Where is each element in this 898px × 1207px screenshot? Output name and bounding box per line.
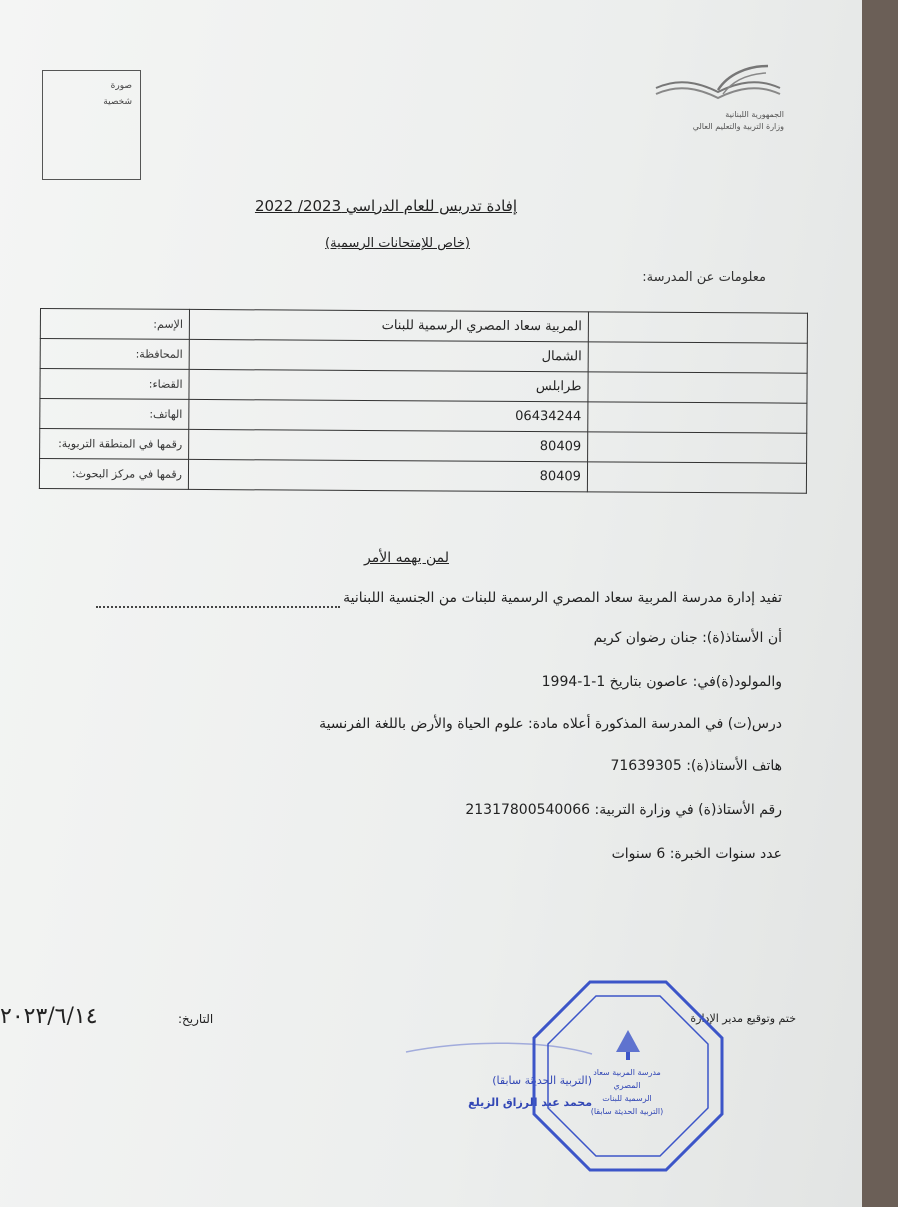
- official-school-stamp: [530, 978, 726, 1174]
- photo-placeholder-box: [42, 70, 141, 180]
- table-row: [40, 369, 807, 404]
- body-line-ministry-number: رقم الأستاذ(ة) في وزارة التربية: 21317800540066: [465, 802, 782, 818]
- school-name-label: الإسم:: [40, 309, 189, 340]
- stamp-center-text: [582, 1066, 672, 1118]
- phone-value: 06434244: [189, 399, 588, 431]
- logo-republic-text: الجمهورية اللبنانية: [725, 110, 784, 119]
- district-value: طرابلس: [189, 369, 588, 401]
- stamp-line: (التربية الحديثة سابقا): [590, 1107, 664, 1116]
- governorate-label: المحافظة:: [40, 339, 189, 370]
- document-subtitle: (خاص للإمتحانات الرسمية): [325, 236, 470, 251]
- stamp2-line2: محمد عبد الرزاق الزيلع: [468, 1096, 592, 1109]
- handwritten-date: ٢٠٢٣/٦/١٤: [0, 1004, 98, 1029]
- governorate-value: الشمال: [189, 339, 588, 371]
- document-title: إفادة تدريس للعام الدراسي 2023/ 2022: [254, 197, 517, 215]
- empty-cell: [588, 342, 807, 373]
- table-row: [39, 459, 806, 494]
- education-zone-number-label: رقمها في المنطقة التربوية:: [40, 429, 189, 460]
- school-info-heading: معلومات عن المدرسة:: [642, 270, 766, 285]
- research-center-number-value: 80409: [188, 459, 587, 491]
- school-name-value: المربية سعاد المصري الرسمية للبنات: [189, 309, 588, 341]
- empty-cell: [588, 432, 807, 463]
- body-line-experience: عدد سنوات الخبرة: 6 سنوات: [611, 846, 782, 862]
- phone-label: الهاتف:: [40, 399, 189, 430]
- photo-label-line2: شخصية: [103, 97, 132, 107]
- table-row: [40, 399, 807, 434]
- stamp-line: مدرسة المربية سعاد المصري: [593, 1068, 661, 1090]
- open-book-logo-icon: [648, 60, 788, 110]
- to-whom-heading: لمن يهمه الأمر: [364, 550, 449, 566]
- body-line-birth: والمولود(ة)في: عاصون بتاريخ 1-1-1994: [541, 674, 782, 690]
- school-info-table: [39, 308, 808, 494]
- logo-ministry-text: وزارة التربية والتعليم العالي: [692, 122, 784, 131]
- empty-cell: [588, 312, 807, 343]
- empty-cell: [588, 402, 807, 433]
- dotted-line: [96, 598, 340, 608]
- body-line-subject: درس(ت) في المدرسة المذكورة أعلاه مادة: علوم الحياة والأرض باللغة الفرنسية: [319, 716, 782, 732]
- district-label: القضاء:: [40, 369, 189, 400]
- date-label: التاريخ:: [178, 1012, 214, 1026]
- research-center-number-label: رقمها في مركز البحوث:: [39, 459, 188, 490]
- stamp-line: الرسمية للبنات: [602, 1094, 652, 1103]
- education-zone-number-value: 80409: [189, 429, 588, 461]
- stamp2-line1: (التربية الحديثة سابقا): [492, 1074, 592, 1087]
- table-row: [40, 339, 807, 374]
- table-row: [40, 429, 807, 464]
- empty-cell: [587, 462, 806, 493]
- ministry-logo: [648, 60, 788, 140]
- body-line-school: تفيد إدارة مدرسة المربية سعاد المصري الرسمية للبنات من الجنسية اللبنانية: [343, 590, 782, 606]
- body-line-teacher: أن الأستاذ(ة): جنان رضوان كريم: [593, 630, 782, 646]
- signature-label: ختم وتوقيع مدير الإدارة: [690, 1012, 796, 1025]
- photo-label-line1: صورة: [110, 81, 132, 91]
- empty-cell: [588, 372, 807, 403]
- table-row: [40, 309, 807, 344]
- body-line-teacher-phone: هاتف الأستاذ(ة): 71639305: [610, 758, 782, 774]
